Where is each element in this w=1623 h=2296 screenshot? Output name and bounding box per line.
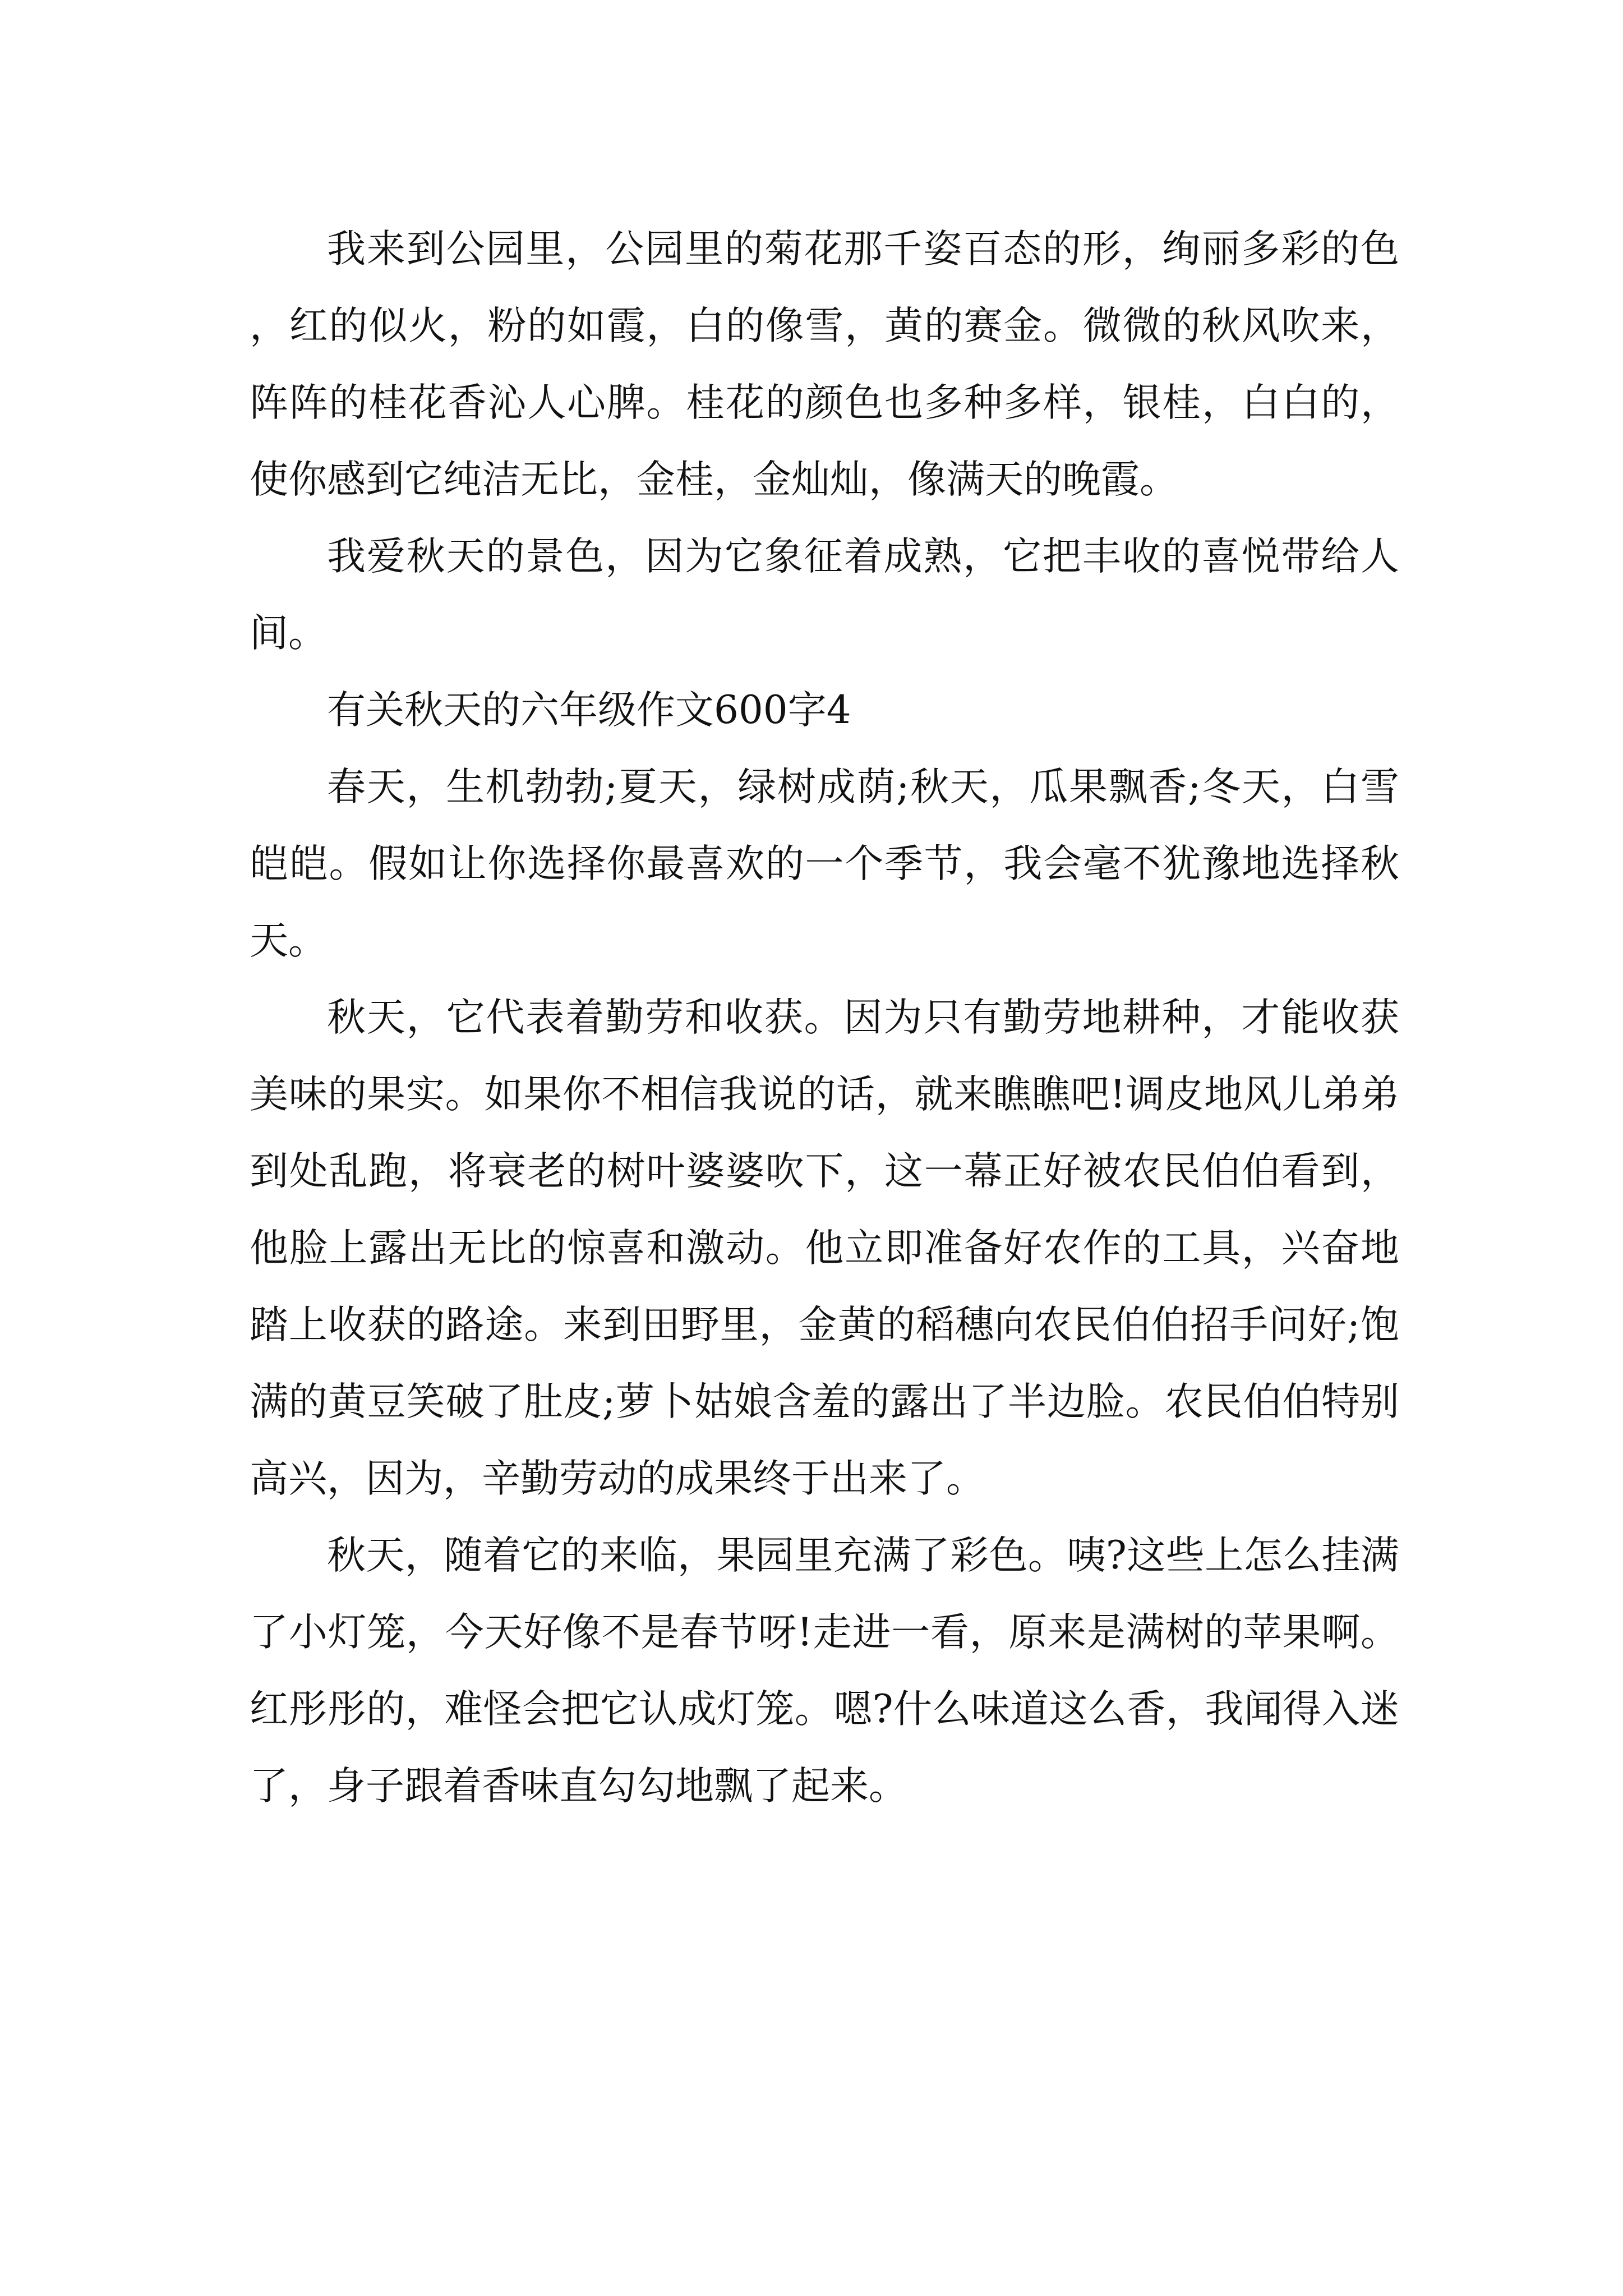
paragraph-harvest: 秋天，它代表着勤劳和收获。因为只有勤劳地耕种，才能收获美味的果实。如果你不相信我说的话，就来瞧瞧吧!调皮地风儿弟弟到处乱跑，将衰老的树叶婆婆吹下，这一幕正好被农民伯伯看到，他脸上露出无比的惊喜和激动。他立即准备好农作的工具，兴奋地踏上收获的路途。来到田野里，金黄的稻穗向农民伯伯招手问好;饱满的黄豆笑破了肚皮;萝卜姑娘含羞的露出了半边脸。农民伯伯特别高兴，因为，辛勤劳动的成果终于出来了。 — [250, 995, 1399, 1501]
paragraph-orchard: 秋天，随着它的来临，果园里充满了彩色。咦?这些上怎么挂满了小灯笼，今天好像不是春节呀!走进一看，原来是满树的苹果啊。红彤彤的，难怪会把它认成灯笼。嗯?什么味道这么香，我闻得入迷了，身子跟着香味直勾勾地飘了起来。 — [250, 1533, 1399, 1809]
paragraph-four-seasons: 春天，生机勃勃;夏天，绿树成荫;秋天，瓜果飘香;冬天，白雪皑皑。假如让你选择你最喜欢的一个季节，我会毫不犹豫地选择秋天。 — [250, 765, 1399, 963]
essay-heading: 有关秋天的六年级作文600字4 — [327, 688, 851, 733]
paragraph-chrysanthemum-osmanthus: 我来到公园里，公园里的菊花那千姿百态的形，绚丽多彩的色，红的似火，粉的如霞，白的像雪，黄的赛金。微微的秋风吹来，阵阵的桂花香沁人心脾。桂花的颜色也多种多样，银桂，白白的，使你感到它纯洁无比，金桂，金灿灿，像满天的晚霞。 — [250, 227, 1399, 502]
paragraph-love-autumn: 我爱秋天的景色，因为它象征着成熟，它把丰收的喜悦带给人间。 — [250, 534, 1399, 656]
document-body — [250, 211, 1399, 1825]
